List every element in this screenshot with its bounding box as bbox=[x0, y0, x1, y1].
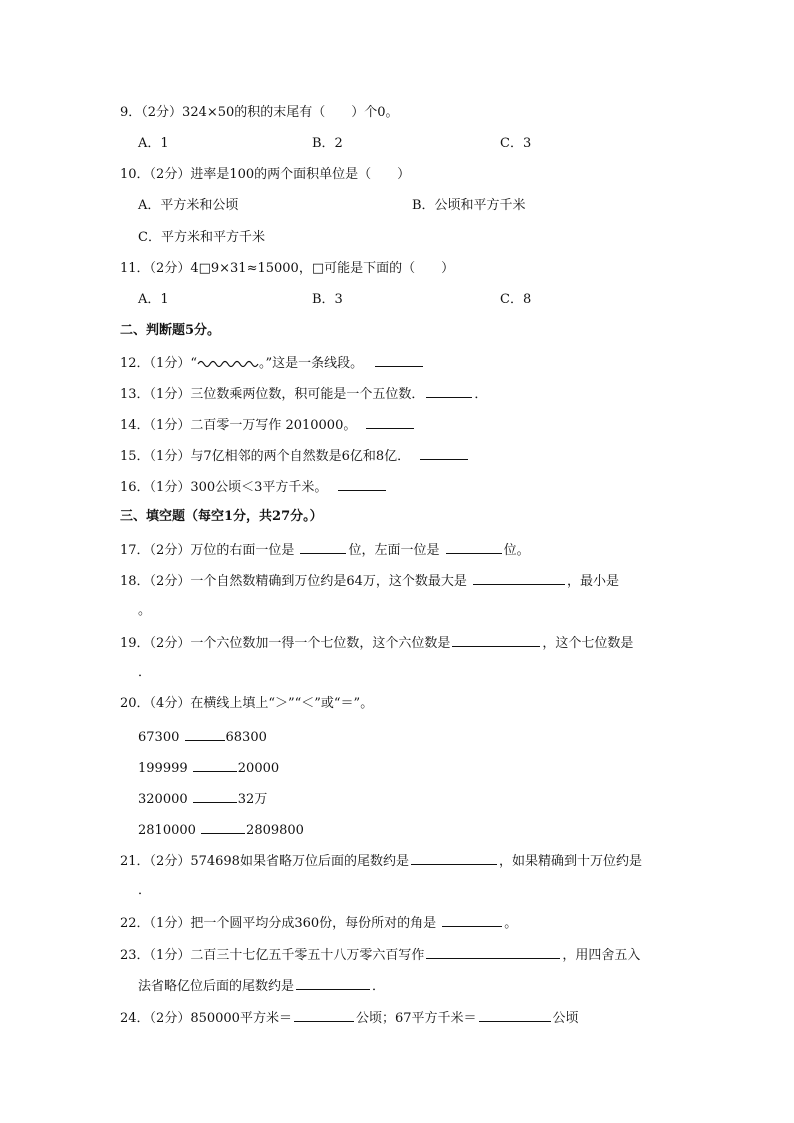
q24-text-b: 公顷；67平方千米＝ bbox=[355, 1011, 477, 1026]
q22-answer-blank bbox=[442, 914, 502, 927]
q24-answer-blank-1 bbox=[294, 1009, 354, 1022]
q11-option-b: B．3 bbox=[312, 292, 343, 307]
q11-option-a: A．1 bbox=[138, 292, 169, 307]
q20-item-1-right: 68300 bbox=[225, 730, 267, 745]
q14-answer-blank bbox=[366, 416, 414, 429]
q15-answer-blank bbox=[420, 447, 468, 460]
question-18-continued bbox=[138, 603, 151, 619]
q20-item-3 bbox=[138, 790, 267, 808]
q20-item-3-left: 320000 bbox=[138, 792, 188, 807]
q19-text-c: ． bbox=[138, 665, 152, 680]
q15-text: 15．（1分）与7亿相邻的两个自然数是6亿和8亿． bbox=[120, 449, 411, 464]
q18-text-b: ，最小是 bbox=[567, 574, 620, 589]
question-10: 10．（2分）进率是100的两个面积单位是（ ） bbox=[120, 167, 411, 182]
question-19-continued bbox=[138, 665, 151, 681]
q20-item-4-left: 2810000 bbox=[138, 823, 196, 838]
q17-text-c: 位。 bbox=[503, 543, 530, 558]
q10-option-c: C．平方米和平方千米 bbox=[138, 230, 265, 245]
q17-text-b: 位，左面一位是 bbox=[348, 543, 440, 558]
q22-text-a: 22．（1分）把一个圆平均分成360份，每份所对的角是 bbox=[120, 916, 437, 931]
q14-text: 14．（1分）二百零一万写作 2010000。 bbox=[120, 418, 357, 433]
section-title-fill-in: 三、填空题（每空1分，共27分。） bbox=[120, 509, 323, 524]
q9-option-a: A．1 bbox=[138, 136, 169, 151]
q20-item-4 bbox=[138, 821, 304, 839]
q12-text-pre: 12．（1分）“ bbox=[120, 356, 197, 371]
q16-text: 16．（1分）300公顷＜3平方千米。 bbox=[120, 480, 328, 495]
question-17 bbox=[120, 541, 530, 559]
question-19 bbox=[120, 634, 633, 652]
question-16 bbox=[120, 478, 388, 496]
q21-answer-blank-1 bbox=[411, 852, 497, 865]
q12-answer-blank bbox=[375, 354, 423, 367]
q20-item-2-left: 199999 bbox=[138, 761, 188, 776]
question-20: 20．（4分）在横线上填上“＞”“＜”或“＝”。 bbox=[120, 696, 374, 711]
q18-text-c: 。 bbox=[138, 603, 152, 618]
q11-option-c: C．8 bbox=[500, 292, 532, 307]
q23-text-c: 法省略亿位后面的尾数约是 bbox=[138, 979, 295, 994]
question-21-continued bbox=[138, 883, 151, 899]
q23-text-d: ． bbox=[372, 979, 386, 994]
question-21 bbox=[120, 852, 642, 870]
question-24 bbox=[120, 1009, 579, 1027]
q22-text-b: 。 bbox=[504, 916, 518, 931]
section-title-judgement: 二、判断题5分。 bbox=[120, 323, 221, 338]
q9-option-c: C．3 bbox=[500, 136, 532, 151]
question-18 bbox=[120, 572, 619, 590]
question-12 bbox=[120, 354, 425, 372]
question-11: 11．（2分）4□9×31≈15000，□可能是下面的（ ） bbox=[120, 261, 455, 276]
question-13 bbox=[120, 385, 487, 403]
q23-answer-blank-1 bbox=[426, 946, 560, 959]
q20-item-3-right: 32万 bbox=[237, 792, 268, 807]
q19-text-b: ，这个七位数是 bbox=[542, 636, 634, 651]
q24-text-c: 公顷 bbox=[552, 1011, 579, 1026]
q13-text-end: ． bbox=[474, 387, 488, 402]
question-15 bbox=[120, 447, 470, 465]
q20-item-1-blank bbox=[185, 728, 225, 741]
q23-text-a: 23．（1分）二百三十七亿五千零五十八万零六百写作 bbox=[120, 948, 425, 963]
q13-text: 13．（1分）三位数乘两位数，积可能是一个五位数． bbox=[120, 387, 425, 402]
q18-text-a: 18．（2分）一个自然数精确到万位约是64万，这个数最大是 bbox=[120, 574, 467, 589]
q18-answer-blank-1 bbox=[473, 572, 565, 585]
q20-item-1 bbox=[138, 728, 267, 746]
q10-option-b: B．公顷和平方千米 bbox=[412, 198, 526, 213]
q20-item-3-blank bbox=[193, 790, 237, 803]
q21-text-a: 21．（2分）574698如果省略万位后面的尾数约是 bbox=[120, 854, 409, 869]
q16-answer-blank bbox=[338, 478, 386, 491]
q17-answer-blank-1 bbox=[300, 541, 346, 554]
question-9: 9．（2分）324×50的积的末尾有（ ）个0。 bbox=[120, 105, 399, 120]
q23-text-b: ，用四舍五入 bbox=[562, 948, 641, 963]
q20-item-1-left: 67300 bbox=[138, 730, 180, 745]
q20-item-2-right: 20000 bbox=[237, 761, 280, 776]
q24-text-a: 24．（2分）850000平方米＝ bbox=[120, 1011, 292, 1026]
q17-text-a: 17．（2分）万位的右面一位是 bbox=[120, 543, 295, 558]
q20-item-2-blank bbox=[193, 759, 237, 772]
q20-item-4-right: 2809800 bbox=[246, 823, 304, 838]
q19-answer-blank-1 bbox=[452, 634, 540, 647]
q21-text-b: ，如果精确到十万位约是 bbox=[498, 854, 642, 869]
wavy-line-icon bbox=[197, 359, 259, 369]
q23-answer-blank-2 bbox=[296, 977, 370, 990]
question-23-continued bbox=[138, 977, 385, 995]
q24-answer-blank-2 bbox=[479, 1009, 551, 1022]
q21-text-c: ． bbox=[138, 883, 152, 898]
q19-text-a: 19．（2分）一个六位数加一得一个七位数，这个六位数是 bbox=[120, 636, 451, 651]
question-14 bbox=[120, 416, 416, 434]
question-23 bbox=[120, 946, 640, 964]
q9-option-b: B．2 bbox=[312, 136, 343, 151]
q20-item-4-blank bbox=[201, 821, 245, 834]
q10-option-a: A．平方米和公顷 bbox=[138, 198, 239, 213]
q17-answer-blank-2 bbox=[446, 541, 502, 554]
q12-text-post: 。”这是一条线段。 bbox=[258, 356, 364, 371]
q20-item-2 bbox=[138, 759, 279, 777]
question-22 bbox=[120, 914, 517, 932]
q13-answer-blank bbox=[426, 385, 472, 398]
